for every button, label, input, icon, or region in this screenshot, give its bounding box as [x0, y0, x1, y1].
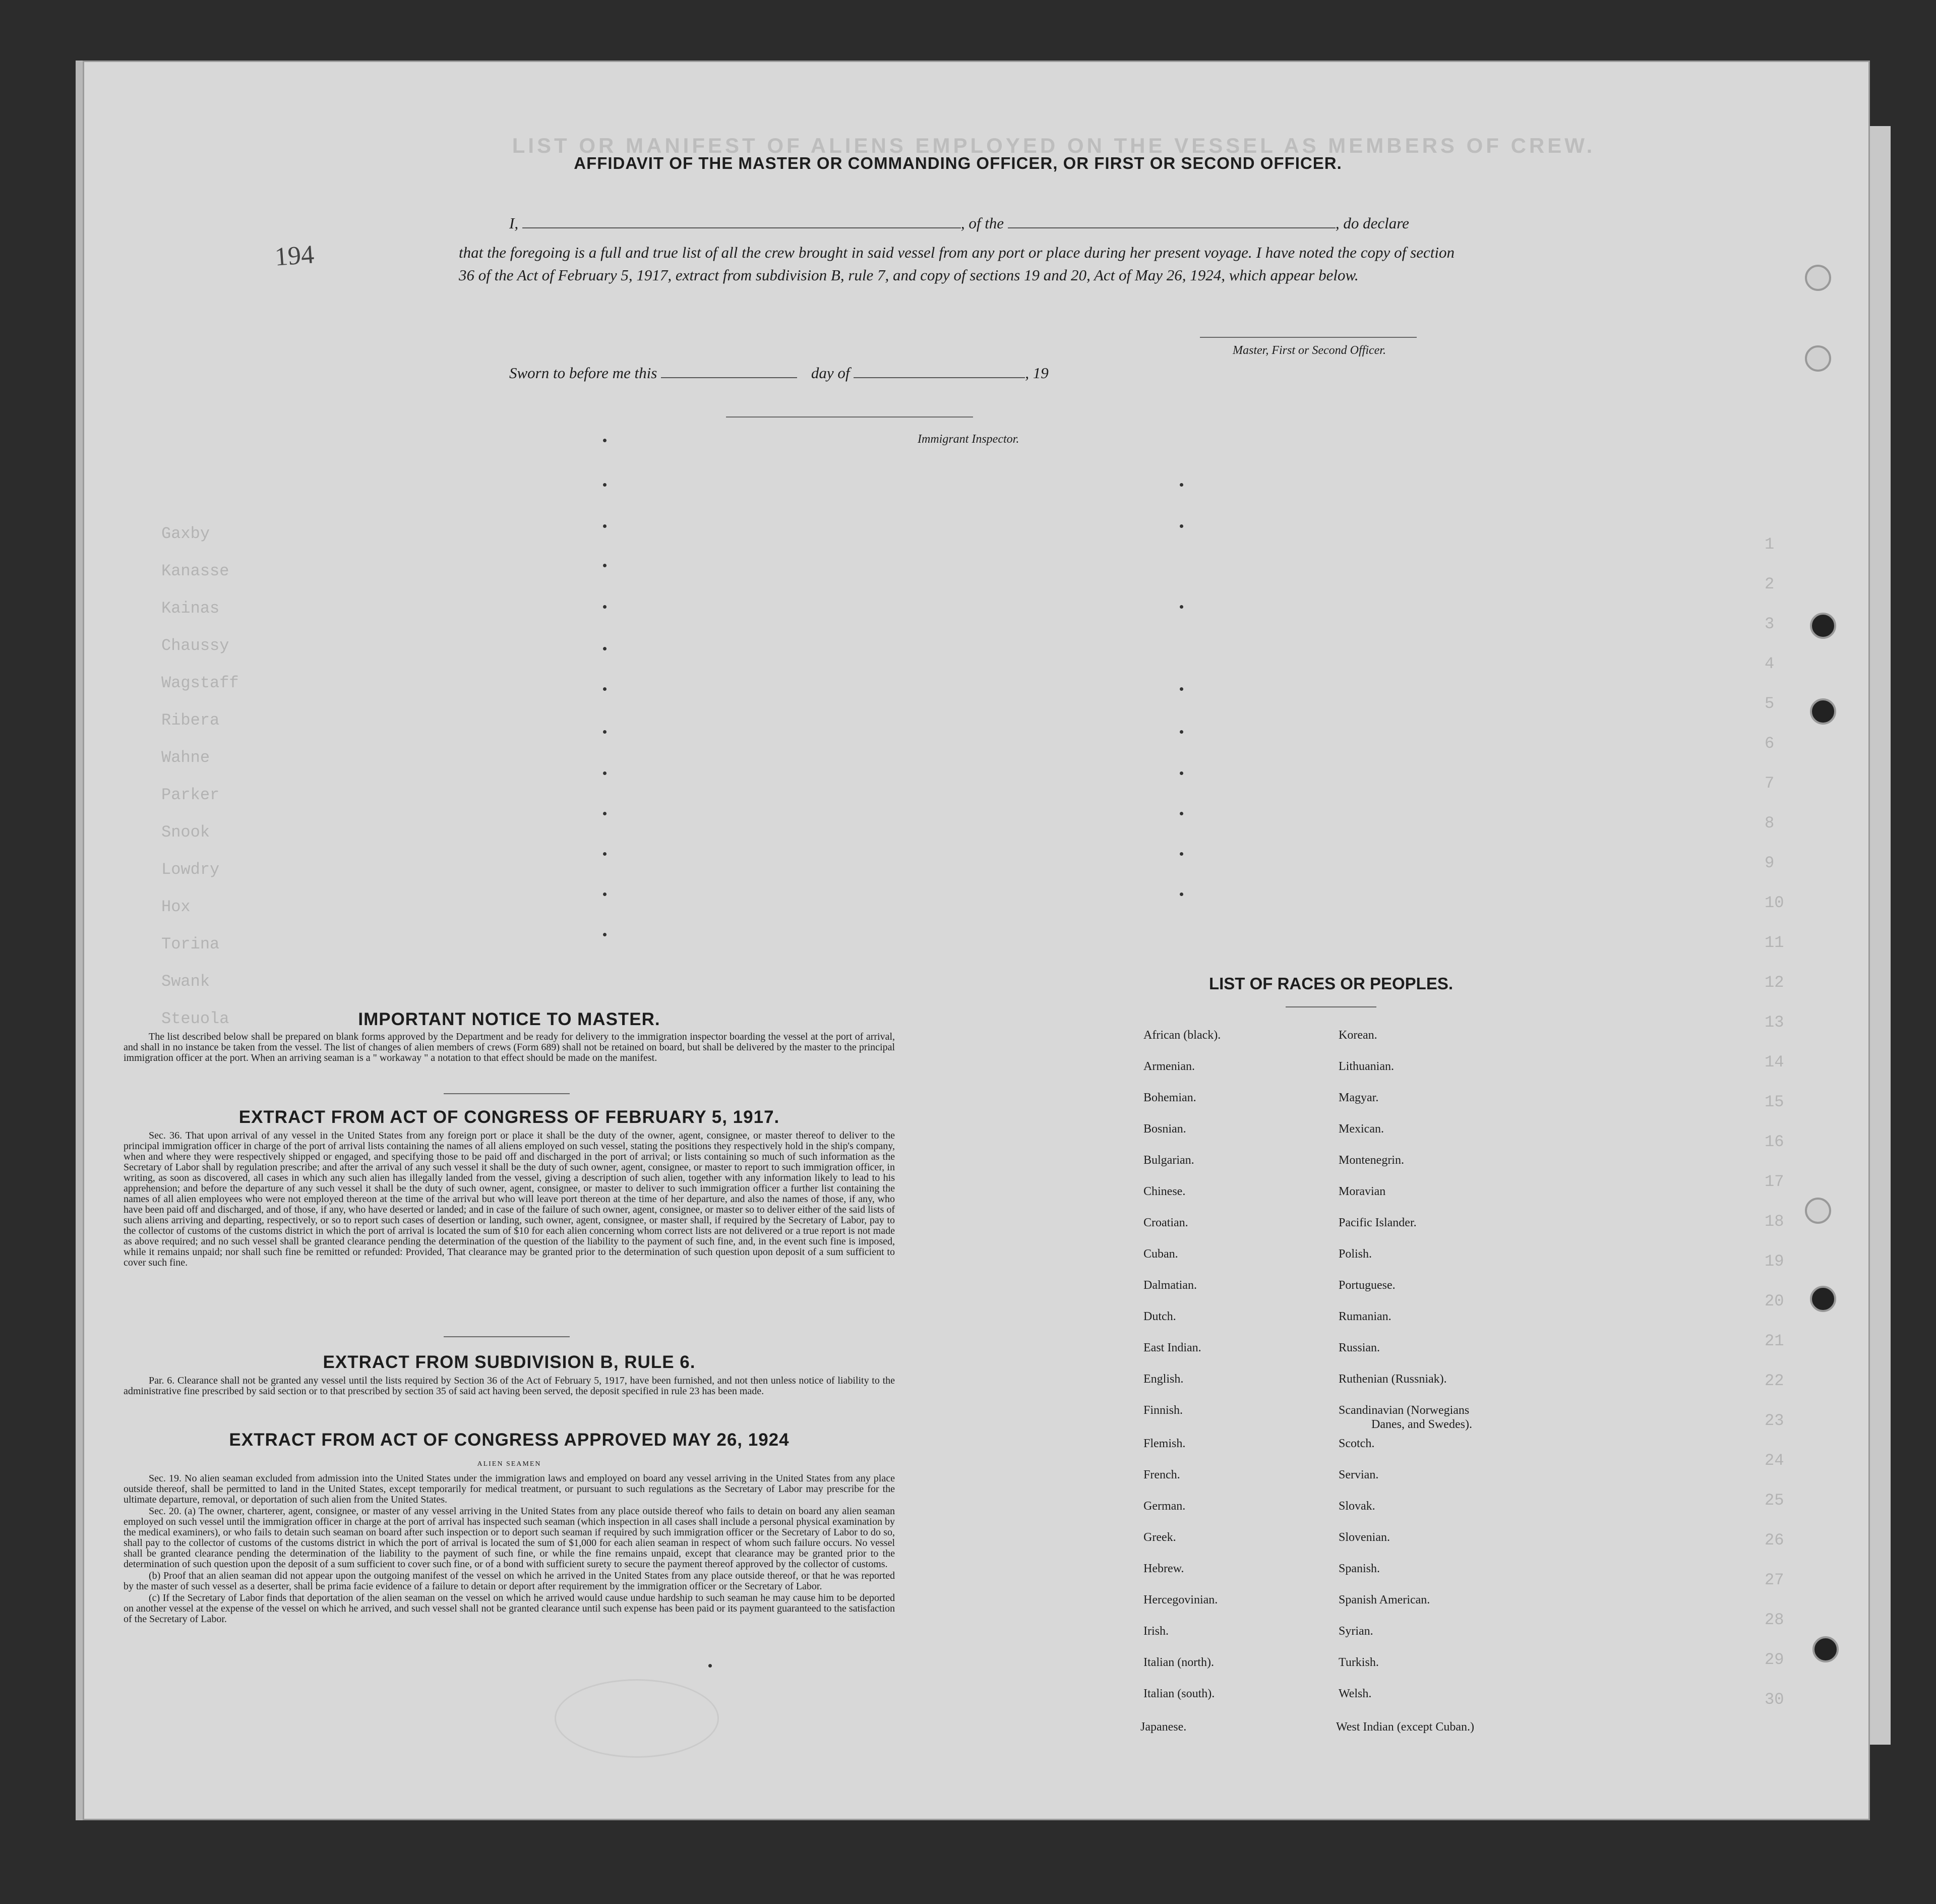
race-item: Montenegrin. [1339, 1154, 1404, 1167]
notice-text [124, 1032, 895, 1064]
affidavit-i-label: I, [509, 214, 519, 232]
punch-hole [1810, 613, 1836, 639]
affidavit-of-the-label: , of the [960, 214, 1004, 232]
notice-paragraph: The list described below shall be prepared on blank forms approved by the Department and be ready for delivery to the immigration inspector boarding the vessel at the port of arrival, and shall in no instance be taken from the vessel. The list of changes of alien members of crews (Form 689) shall not be retained on board, but shall be delivered by the master to the principal immigration officer at the port. When an arriving seaman is a " workaway " a notation to that effect should be made on the manifest. [124, 1031, 895, 1063]
race-item: Pacific Islander. [1339, 1216, 1417, 1229]
punch-hole-ring [1805, 1198, 1831, 1224]
race-item: Slovak. [1339, 1500, 1375, 1513]
rule6-paragraph: Par. 6. Clearance shall not be granted any vessel until the lists required by Section 36 of the Act of February 5, 1917, have been furnished, and not then unless notice of liability to the administrative fine prescribed by said section or to that prescribed by section 35 of said act having been served, the deposit specified in rule 23 has been made. [124, 1375, 895, 1397]
master-name-blank [522, 227, 961, 228]
sworn-line [509, 364, 1049, 382]
background-line-numbers: 1 2 3 4 5 6 7 8 9 10 11 12 13 14 15 16 17 18 19 20 21 22 23 24 25 26 27 28 29 30 [1765, 535, 1784, 1709]
race-item: Chinese. [1143, 1185, 1186, 1198]
section-19-paragraph: Sec. 19. No alien seaman excluded from admission into the United States under the immigration laws and employed on board any vessel arriving in the United States from any place outside thereof, shall be permitted to land in the United States, except temporarily for medical treatment, or pursuant to such regulations as the Secretary of Labor may prescribe for the ultimate departure, removal, or deportation of such alien from the United States. [124, 1473, 895, 1505]
affidavit-body: that the foregoing is a full and true list of all the crew brought in said vessel from any port or place during her present voyage. I have noted the copy of section 36 of the Act of February 5, 1917, extract from subdivision B, rule 7, and copy of sections 19 and 20, Act of May 26, 1924, which appear below. [459, 244, 1455, 284]
extract-rule6-title: EXTRACT FROM SUBDIVISION B, RULE 6. [323, 1352, 696, 1372]
inspector-label: Immigrant Inspector. [918, 433, 1019, 446]
faint-stamp [555, 1679, 719, 1758]
race-item: Spanish. [1339, 1562, 1380, 1575]
race-item: Greek. [1143, 1531, 1176, 1544]
background-manifest-title: LIST OR MANIFEST OF ALIENS EMPLOYED ON THE VESSEL AS MEMBERS OF CREW. [512, 134, 1596, 157]
sworn-label: Sworn to before me this [509, 364, 657, 382]
inspector-signature-line [726, 416, 973, 418]
sworn-month-blank [854, 377, 1025, 378]
page-number: 194 [274, 240, 315, 272]
race-item: French. [1143, 1468, 1180, 1481]
punch-hole-ring [1805, 345, 1831, 372]
affidavit-declaration-line [509, 214, 1409, 232]
race-item: Hercegovinian. [1143, 1593, 1218, 1606]
race-item: Cuban. [1143, 1247, 1178, 1261]
vessel-name-blank [1008, 227, 1336, 228]
race-item: Polish. [1339, 1247, 1372, 1261]
race-item: Turkish. [1339, 1656, 1379, 1669]
race-item: Ruthenian (Russniak). [1339, 1373, 1447, 1386]
race-item: West Indian (except Cuban.) [1336, 1720, 1474, 1734]
extract-1924-title: EXTRACT FROM ACT OF CONGRESS APPROVED MAY 26, 1924 [229, 1430, 790, 1450]
races-divider [1286, 1006, 1376, 1007]
race-item: Dutch. [1143, 1310, 1176, 1323]
section-20c-paragraph: (c) If the Secretary of Labor finds that deportation of the alien seaman on the vessel on which he arrived would cause undue hardship to such seaman he may cause him to be deported on another vessel at the expense of the vessel on which he arrived, and such vessel shall not be granted clearance until such expense has been paid or its payment guaranteed to the satisfaction of the Secretary of Labor. [124, 1592, 895, 1625]
race-item-continuation: Danes, and Swedes). [1371, 1418, 1472, 1431]
race-item: Portuguese. [1339, 1279, 1396, 1292]
race-item: East Indian. [1143, 1341, 1201, 1354]
race-item: Flemish. [1143, 1437, 1186, 1450]
race-item: Slovenian. [1339, 1531, 1390, 1544]
extract-1924-text [124, 1473, 895, 1626]
race-item: Italian (north). [1143, 1656, 1214, 1669]
race-item: Bulgarian. [1143, 1154, 1194, 1167]
signature-label: Master, First or Second Officer. [1233, 344, 1386, 357]
affidavit-title: AFFIDAVIT OF THE MASTER OR COMMANDING OFFICER, OR FIRST OR SECOND OFFICER. [574, 154, 1342, 172]
race-item: German. [1143, 1500, 1186, 1513]
race-item: English. [1143, 1373, 1184, 1386]
races-title: LIST OF RACES OR PEOPLES. [1208, 974, 1454, 993]
affidavit-declare-label: , do declare [1335, 214, 1409, 232]
race-item: Korean. [1339, 1029, 1377, 1042]
section-36-paragraph: Sec. 36. That upon arrival of any vessel in the United States from any foreign port or place it shall be the duty of the owner, agent, consignee, or master thereof to deliver to the principal immigration officer in charge of the port of arrival lists containing the names of all aliens employed on such vessel, stating the positions they respectively hold in the ship's company, when and where they were respectively shipped or engaged, and specifying those to be paid off and discharged in the port of arrival; or lists containing so much of such information as the Secretary of Labor shall by regulation prescribe; and after the arrival of any such vessel it shall be the duty of such owner, agent, consignee, or master to report to such immigration officer, in writing, as soon as discovered, all cases in which any such alien has illegally landed from the vessel, giving a description of such alien, together with any information likely to lead to his apprehension; and before the departure of any such vessel it shall be the duty of such owner, agent, consignee, or master to deliver to such immigration officer a further list containing the names of all alien employees who were not employed thereon at the time of the arrival but who will leave port thereon at the time of her departure, and also the names of those, if any, who have been paid off and discharged, and of those, if any, who have deserted or landed; and in case of the failure of such owner, agent, consignee, or master so to deliver either of the said lists of such aliens arriving and departing, respectively, or so to report such cases of desertion or landing, such owner, agent, consignee, or master shall, if required by the Secretary of Labor, pay to the collector of customs of the customs district in which the port of arrival is located the sum of $10 for each alien concerning whom correct lists are not delivered or a true report is not made as above required; and no such vessel shall be granted clearance pending the determination of the question of the liability to the payment of such fine, and, in the event such fine is imposed, while it remains unpaid; nor shall such fine be remitted or refunded: Provided, That clearance may be granted prior to the determination of such question upon deposit of a sum sufficient to cover such fine. [124, 1130, 895, 1268]
day-of-label: day of [811, 364, 850, 382]
race-item: Lithuanian. [1339, 1060, 1394, 1073]
race-item: Italian (south). [1143, 1687, 1215, 1700]
race-item: Scandinavian (Norwegians [1339, 1404, 1470, 1417]
race-item: Hebrew. [1143, 1562, 1184, 1575]
signature-line [1200, 337, 1417, 338]
sworn-date-blank [661, 377, 797, 378]
background-crew-column: Gaxby Kanasse Kainas Chaussy Wagstaff Ribera Wahne Parker Snook Lowdry Hox Torina Swank Steuola [161, 524, 239, 1028]
punch-hole [1810, 1286, 1836, 1312]
race-item: Irish. [1143, 1625, 1169, 1638]
race-item: Moravian [1339, 1185, 1386, 1198]
race-item: Rumanian. [1339, 1310, 1392, 1323]
section-20a-paragraph: Sec. 20. (a) The owner, charterer, agent, consignee, or master of any vessel arriving in the United States from any place outside thereof who fails to detain on board any alien seaman employed on such vessel until the immigration officer in charge at the port of arrival has inspected such seaman (which inspection in all cases shall include a personal physical examination by the medical examiners), or who fails to detain such seaman on board after such inspection or to deport such seaman if required by such immigration officer or the Secretary of Labor to do so, shall pay to the collector of customs of the customs district in which the port of arrival is located the sum of $1,000 for each alien seaman in respect of whom such failure occurs. No vessel shall be granted clearance pending the determination of the liability to the payment of such fine, or while the fine remains unpaid, except that clearance may be granted prior to the determination of such question upon the deposit of a sum sufficient to cover such fine, or of a bond with sufficient surety to secure the payment thereof approved by the collector of customs. [124, 1506, 895, 1570]
race-item: Syrian. [1339, 1625, 1373, 1638]
race-item: Magyar. [1339, 1091, 1379, 1104]
race-item: Scotch. [1339, 1437, 1375, 1450]
race-item: Mexican. [1339, 1122, 1384, 1136]
race-item: Armenian. [1143, 1060, 1195, 1073]
punch-hole-ring [1805, 265, 1831, 291]
notice-title: IMPORTANT NOTICE TO MASTER. [358, 1009, 660, 1029]
race-item: Croatian. [1143, 1216, 1188, 1229]
section-divider [444, 1093, 570, 1094]
race-item: Servian. [1339, 1468, 1379, 1481]
race-item: Welsh. [1339, 1687, 1372, 1700]
race-item: Bohemian. [1143, 1091, 1196, 1104]
extract-rule6-text [124, 1376, 895, 1398]
race-item: Russian. [1339, 1341, 1380, 1354]
extract-1917-text [124, 1130, 895, 1269]
section-divider [444, 1336, 570, 1337]
section-20b-paragraph: (b) Proof that an alien seaman did not appear upon the outgoing manifest of the vessel on which he arrived in the United States from any place outside thereof, or that he was reported by the master of such vessel as a deserter, shall be prima facie evidence of a failure to detain or deport after requirement by the immigration officer or the Secretary of Labor. [124, 1570, 895, 1592]
punch-hole [1812, 1636, 1839, 1662]
race-item: Spanish American. [1339, 1593, 1430, 1606]
year-label: , 19 [1025, 364, 1049, 382]
race-item: Japanese. [1140, 1720, 1187, 1734]
race-item: Dalmatian. [1143, 1279, 1197, 1292]
race-item: African (black). [1143, 1029, 1221, 1042]
punch-hole [1810, 698, 1836, 725]
race-item: Finnish. [1143, 1404, 1183, 1417]
extract-1917-title: EXTRACT FROM ACT OF CONGRESS OF FEBRUARY 5, 1917. [238, 1107, 780, 1127]
race-item: Bosnian. [1143, 1122, 1186, 1136]
alien-seamen-subtitle: ALIEN SEAMEN [477, 1460, 541, 1468]
